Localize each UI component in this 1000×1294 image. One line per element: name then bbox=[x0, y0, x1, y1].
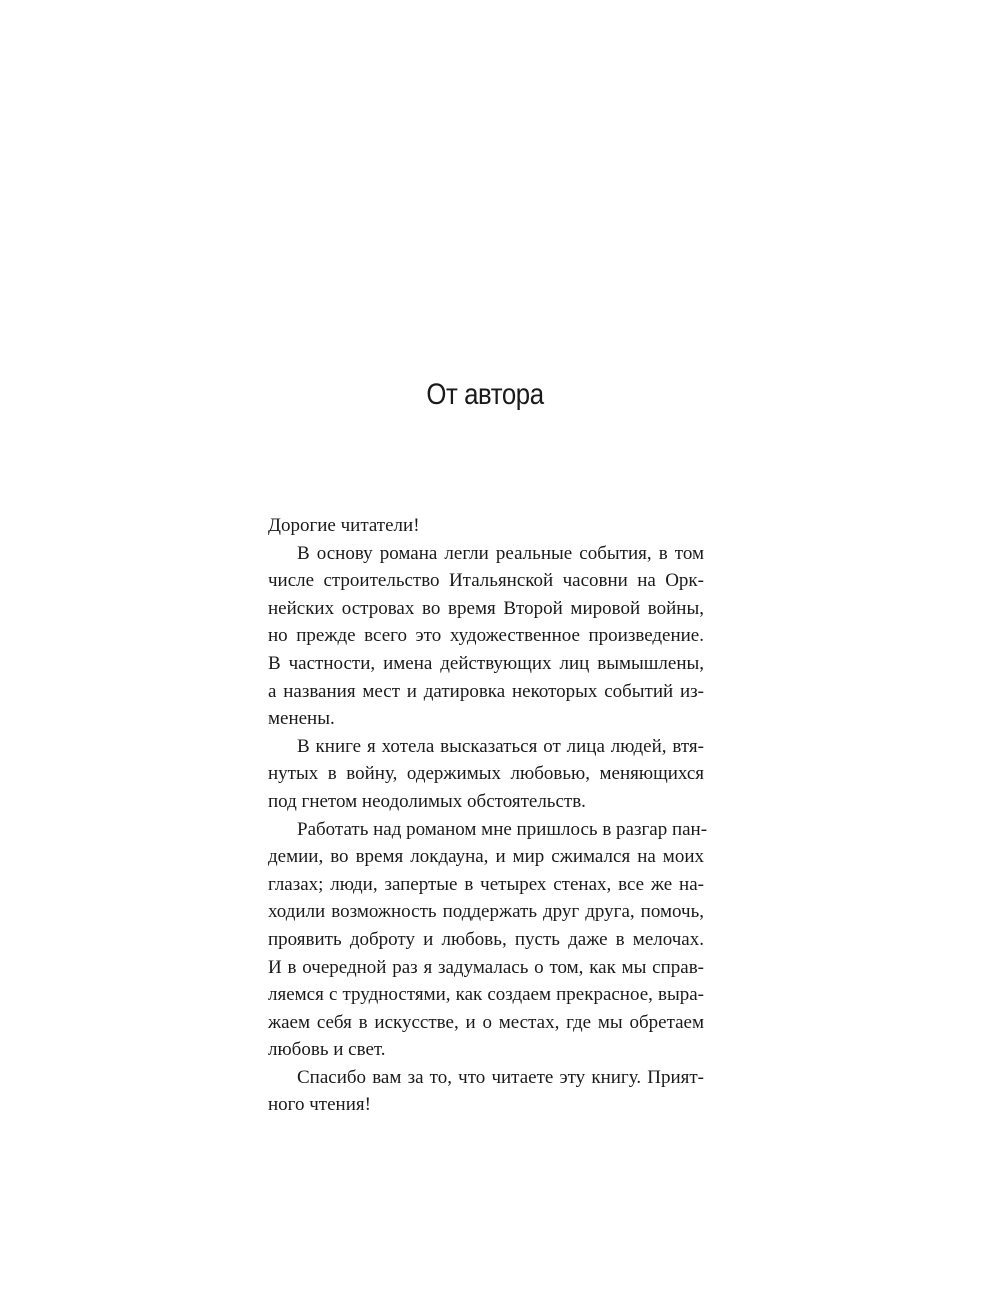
text-line: В частности, имена действующих лиц вымышлены, bbox=[268, 652, 704, 674]
text-line: В основу романа легли реальные события, в том bbox=[297, 542, 704, 564]
text-line: нутых в войну, одержимых любовью, меняющихся bbox=[268, 763, 704, 785]
text-line: Спасибо вам за то, что читаете эту книгу. Прият- bbox=[297, 1066, 704, 1088]
text-line: демии, во время локдауна, и мир сжимался на моих bbox=[268, 846, 704, 868]
text-line: проявить доброту и любовь, пусть даже в мелочах. bbox=[268, 928, 704, 950]
body-text bbox=[268, 512, 708, 1119]
text-line: ляемся с трудностями, как создаем прекрасное, выра- bbox=[268, 984, 704, 1006]
text-line: Работать над романом мне пришлось в разгар пан- bbox=[297, 818, 708, 840]
text-line: ходили возможность поддержать друг друга, помочь, bbox=[268, 901, 704, 923]
text-line: Дорогие читатели! bbox=[268, 515, 420, 536]
text-line: но прежде всего это художественное произведение. bbox=[268, 625, 704, 647]
text-line: И в очередной раз я задумалась о том, как мы справ- bbox=[268, 956, 704, 978]
page-title: От автора bbox=[426, 378, 544, 411]
text-line: В книге я хотела высказаться от лица людей, втя- bbox=[297, 735, 704, 757]
text-line: глазах; люди, запертые в четырех стенах, все же на- bbox=[268, 873, 704, 895]
text-line: под гнетом неодолимых обстоятельств. bbox=[268, 790, 586, 812]
text-line: любовь и свет. bbox=[268, 1039, 386, 1061]
text-line: а названия мест и датировка некоторых событий из- bbox=[268, 680, 704, 702]
text-line: менены. bbox=[268, 708, 335, 730]
text-line: жаем себя в искусстве, и о местах, где мы обретаем bbox=[268, 1011, 704, 1033]
text-line: нейских островах во время Второй мировой войны, bbox=[268, 597, 704, 619]
text-line: ного чтения! bbox=[268, 1094, 371, 1116]
text-line: числе строительство Итальянской часовни на Орк- bbox=[268, 570, 704, 592]
